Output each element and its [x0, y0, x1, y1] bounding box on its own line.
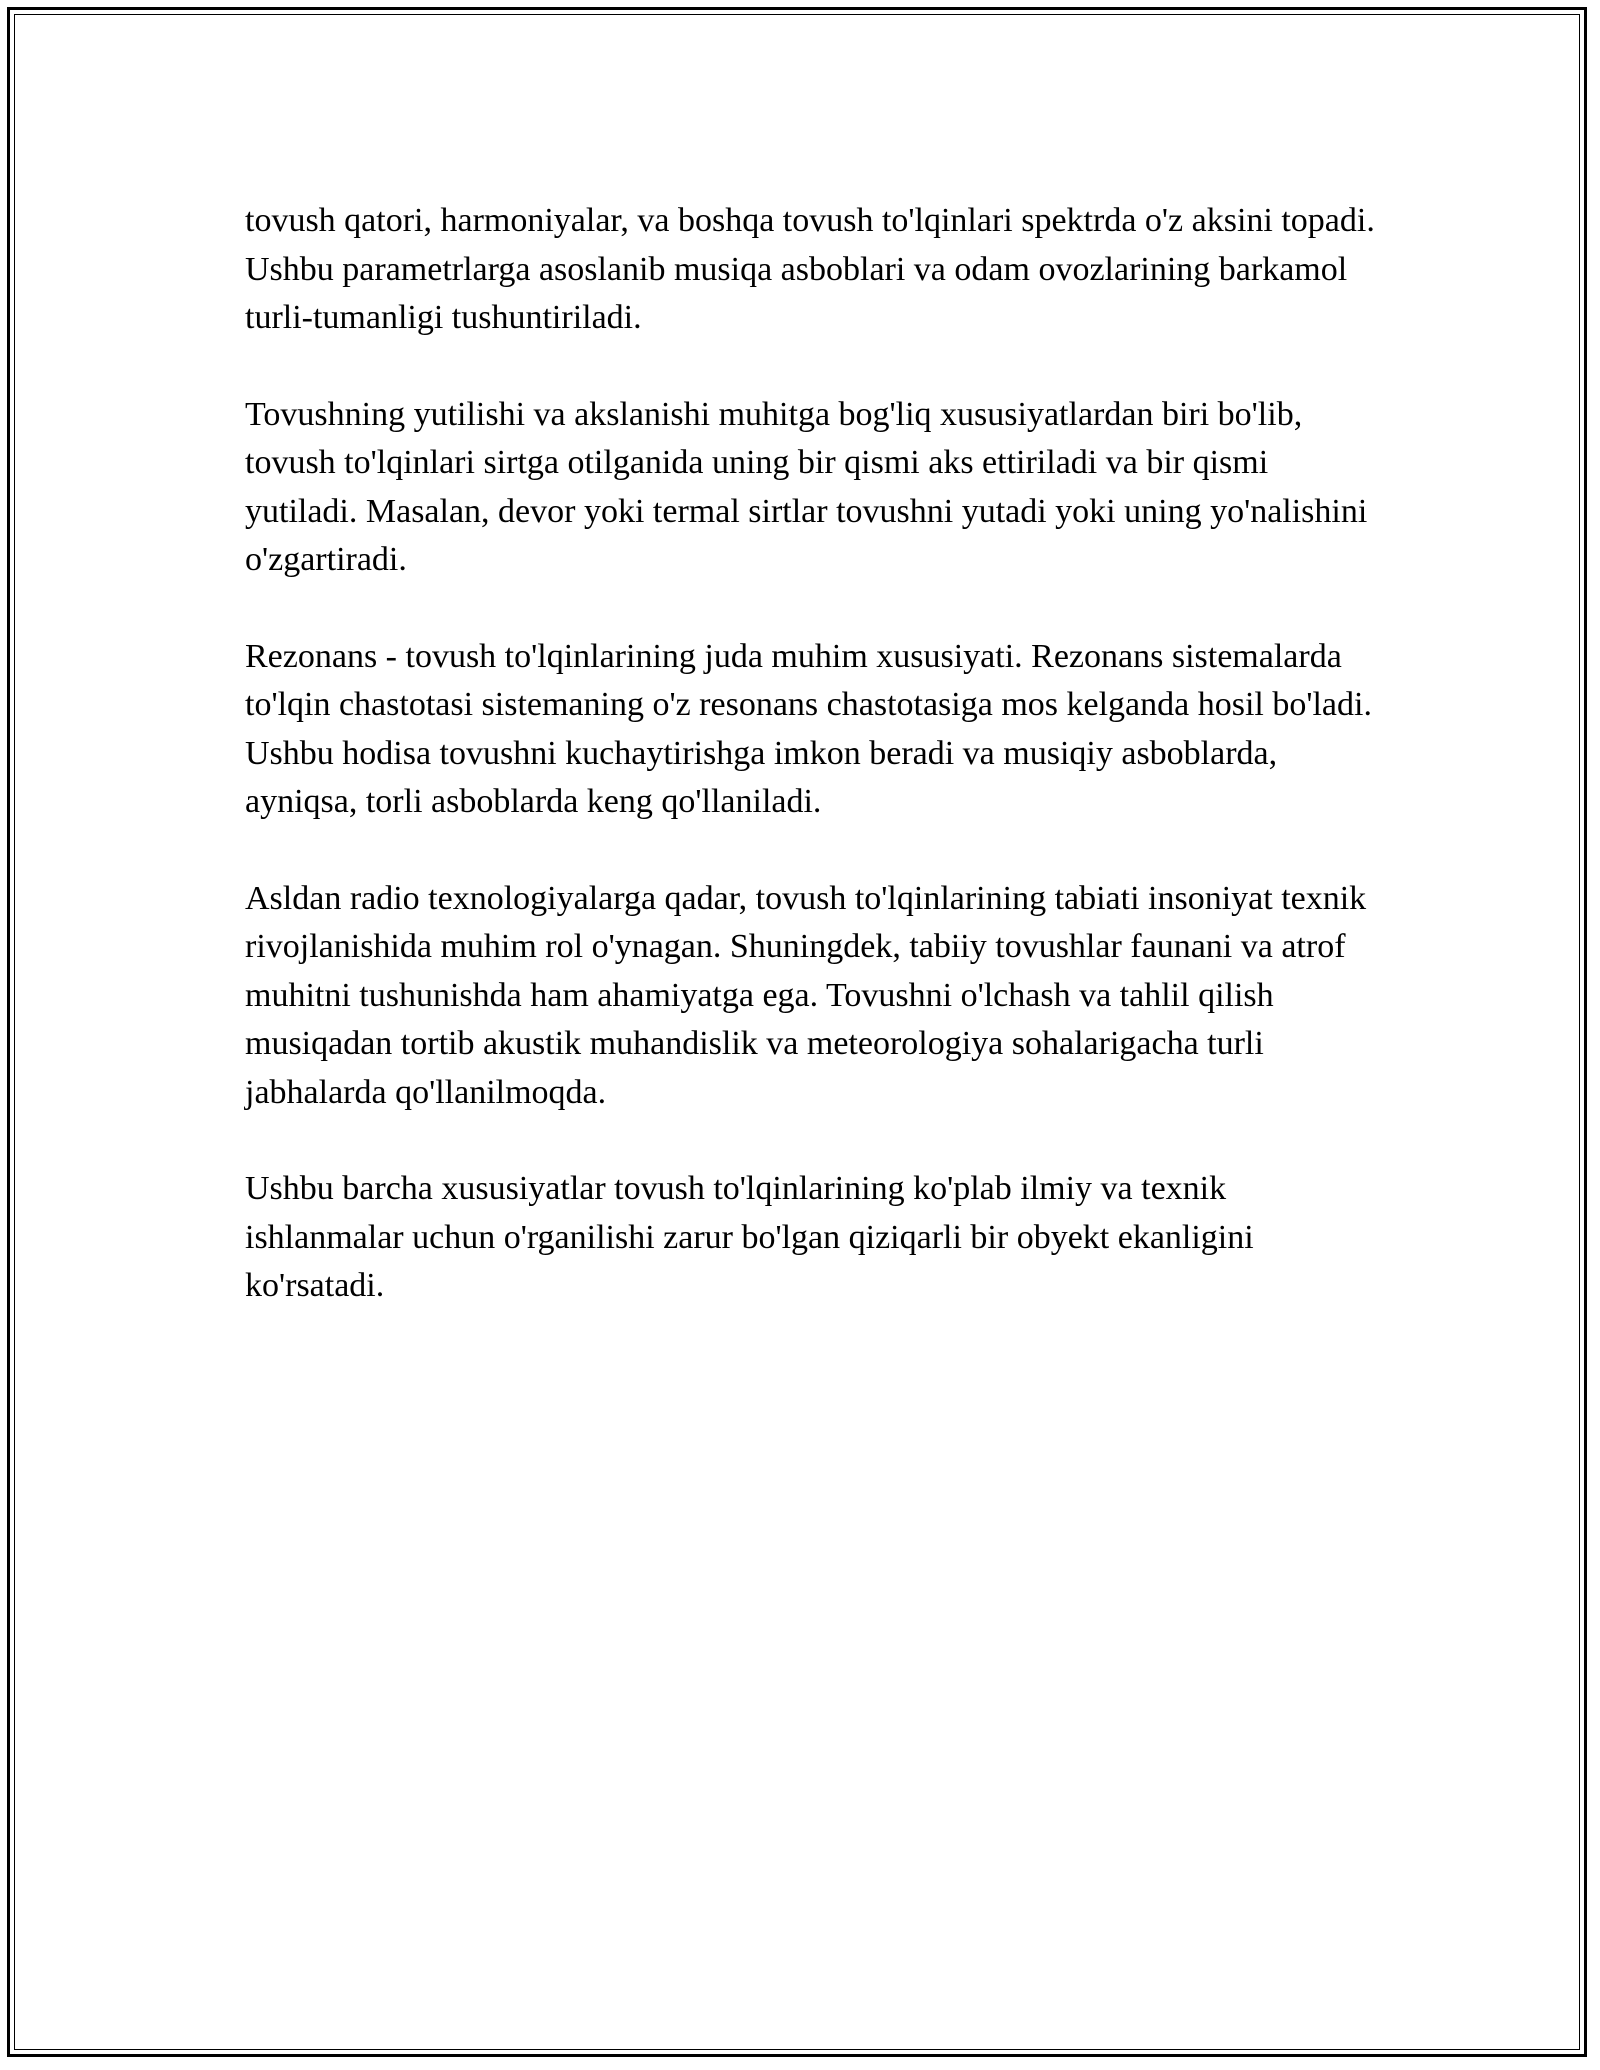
paragraph: tovush qatori, harmoniyalar, va boshqa tovush to'lqinlari spektrda o'z aksini topadi. Ushbu parametrlarga asoslanib musiqa asboblari va odam ovozlarining barkamol turli-tumanligi tushuntiriladi. — [245, 202, 1375, 336]
paragraph: Tovushning yutilishi va akslanishi muhitga bog'liq xususiyatlardan biri bo'lib, tovush to'lqinlari sirtga otilganida uning bir qismi aks ettiriladi va bir qismi yutiladi. Masalan, devor yoki termal sirtlar tovushni yutadi yoki uning yo'nalishini o'zgartiradi. — [245, 395, 1368, 578]
page-border — [7, 7, 1587, 2057]
document-body — [245, 197, 1375, 1311]
paragraph: Asldan radio texnologiyalarga qadar, tovush to'lqinlarining tabiati insoniyat texnik rivojlanishida muhim rol o'ynagan. Shuningdek, tabiiy tovushlar faunani va atrof muhitni tushunishda ham ahamiyatga ega. Tovushni o'lchash va tahlil qilish musiqadan tortib akustik muhandislik va meteorologiya sohalarigacha turli jabhalarda qo'llanilmoqda. — [245, 879, 1367, 1111]
paragraph: Ushbu barcha xususiyatlar tovush to'lqinlarining ko'plab ilmiy va texnik ishlanmalar uchun o'rganilishi zarur bo'lgan qiziqarli bir obyekt ekanligini ko'rsatadi. — [245, 1170, 1254, 1304]
paragraph: Rezonans - tovush to'lqinlarining juda muhim xususiyati. Rezonans sistemalarda to'lqin chastotasi sistemaning o'z resonans chastotasiga mos kelganda hosil bo'ladi. Ushbu hodisa tovushni kuchaytirishga imkon beradi va musiqiy asboblarda, ayniqsa, torli asboblarda keng qo'llaniladi. — [245, 637, 1372, 820]
